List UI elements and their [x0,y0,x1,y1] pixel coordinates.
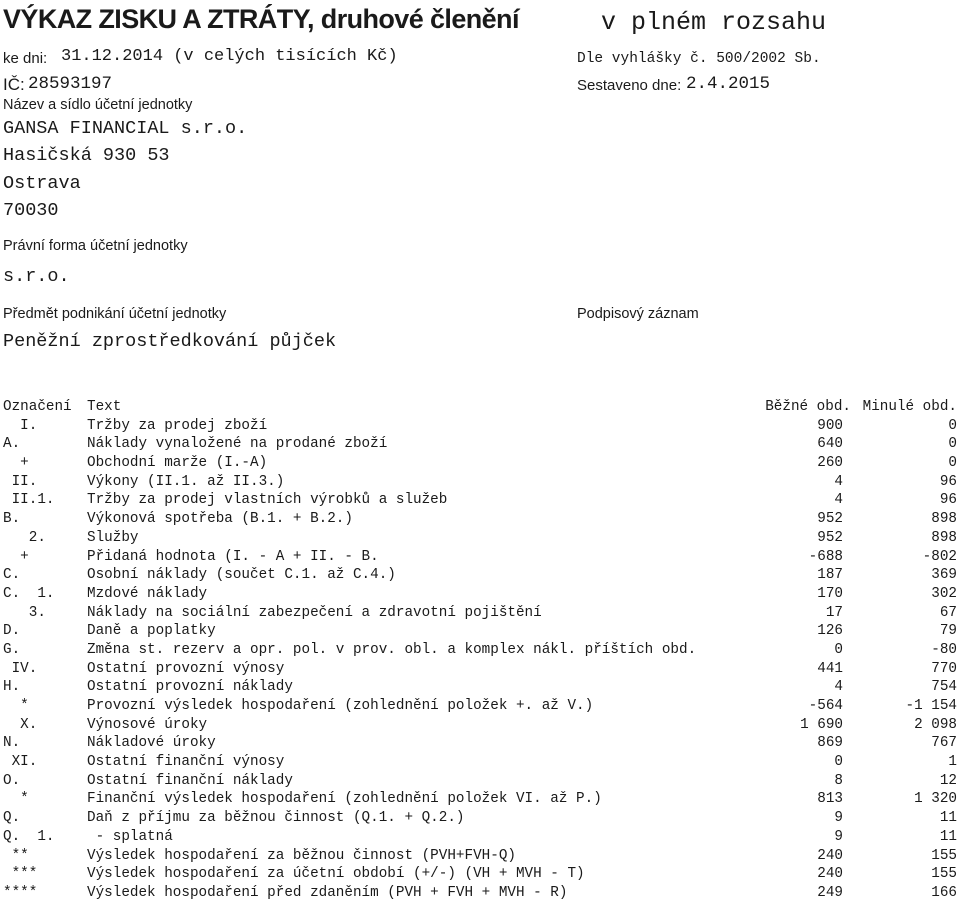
table-row [0,473,959,492]
row-code: C. 1. [3,585,55,602]
row-code: II. [3,473,38,490]
row-current-value: 260 [817,455,843,472]
table-header-row [0,398,959,417]
row-current-value: 869 [817,735,843,752]
header-text: Text [87,399,122,415]
table-row [0,884,959,903]
row-current-value: 4 [834,473,843,490]
row-current-value: 4 [834,492,843,509]
row-text: Výsledek hospodaření před zdaněním (PVH + FVH + MVH - R) [87,884,568,901]
ic-label: IČ: [3,75,25,94]
row-text: Ostatní provozní náklady [87,679,293,696]
row-text: Výkony (II.1. až II.3.) [87,473,285,490]
row-code: IV. [3,660,38,677]
row-previous-value: 754 [931,679,957,696]
table-body [0,417,959,903]
table-row [0,772,959,791]
row-code: ** [3,847,29,864]
row-code: X. [3,716,38,733]
income-statement-table [0,398,959,903]
row-current-value: 126 [817,623,843,640]
row-previous-value: 0 [948,417,957,434]
table-row [0,753,959,772]
row-current-value: 952 [817,529,843,546]
row-current-value: 8 [834,772,843,789]
row-text: Mzdové náklady [87,585,208,602]
table-row [0,417,959,436]
pravni-forma-value: s.r.o. [3,266,70,287]
row-previous-value: 0 [948,436,957,453]
row-text: Provozní výsledek hospodaření (zohlednění položek +. až V.) [87,698,594,714]
row-previous-value: 155 [931,866,957,883]
table-row [0,510,959,529]
row-code: II.1. [3,492,55,509]
row-code: Q. [3,810,21,827]
podpis-label: Podpisový záznam [577,306,699,322]
row-current-value: 813 [817,791,843,808]
predmet-label: Předmět podnikání účetní jednotky [3,306,227,322]
row-current-value: 0 [834,754,843,771]
row-text: Přidaná hodnota (I. - A + II. - B. [87,548,379,565]
row-previous-value: 79 [939,623,957,640]
table-row [0,697,959,716]
row-current-value: 441 [817,660,843,677]
row-previous-value: 155 [931,847,957,864]
row-previous-value: -80 [931,641,957,658]
nazev-label: Název a sídlo účetní jednotky [3,97,193,113]
table-row [0,828,959,847]
table-row [0,790,959,809]
ke-dni-value: 31.12.2014 (v celých tisících Kč) [61,47,398,66]
row-code: 2. [3,529,46,546]
row-text: Náklady vynaložené na prodané zboží [87,436,388,453]
row-text: Daň z příjmu za běžnou činnost (Q.1. + Q.2.) [87,810,465,827]
row-code: N. [3,735,21,752]
row-previous-value: -802 [922,548,957,565]
row-previous-value: -1 154 [905,698,957,714]
table-row [0,548,959,567]
row-text: Nákladové úroky [87,735,216,752]
table-row [0,734,959,753]
row-text: Finanční výsledek hospodaření (zohlednění položek VI. až P.) [87,791,602,808]
row-previous-value: 67 [939,604,957,621]
row-text: Tržby za prodej zboží [87,417,268,434]
header-previous: Minulé obd. [862,399,957,415]
row-current-value: 952 [817,511,843,528]
row-text: Obchodní marže (I.-A) [87,455,268,472]
row-previous-value: 770 [931,660,957,677]
row-previous-value: 898 [931,529,957,546]
row-current-value: -564 [808,698,843,714]
row-previous-value: 1 [948,754,957,771]
row-current-value: 17 [825,604,843,621]
company-name: GANSA FINANCIAL s.r.o. [3,118,248,139]
row-current-value: 900 [817,417,843,434]
table-row [0,660,959,679]
ic-value: 28593197 [28,74,113,94]
report-subtitle: v plném rozsahu [601,8,827,37]
row-text: - splatná [87,828,173,845]
row-current-value: 249 [817,884,843,901]
row-code: Q. 1. [3,828,55,845]
row-text: Služby [87,529,139,546]
sestaveno-value: 2.4.2015 [686,74,771,94]
row-text: Ostatní finanční výnosy [87,754,285,771]
row-previous-value: 0 [948,455,957,472]
row-code: O. [3,772,21,789]
row-code: * [3,698,29,714]
row-code: * [3,791,29,808]
row-text: Výsledek hospodaření za běžnou činnost (PVH+FVH-Q) [87,847,516,864]
row-text: Výsledek hospodaření za účetní období (+/-) (VH + MVH - T) [87,866,585,883]
row-previous-value: 302 [931,585,957,602]
table-row [0,529,959,548]
row-current-value: -688 [808,548,843,565]
row-text: Změna st. rezerv a opr. pol. v prov. obl. a komplex nákl. příštích obd. [87,641,697,658]
row-previous-value: 369 [931,567,957,584]
row-current-value: 1 690 [800,716,843,733]
table-row [0,622,959,641]
row-previous-value: 12 [939,772,957,789]
regulation-text: Dle vyhlášky č. 500/2002 Sb. [577,51,821,67]
row-current-value: 4 [834,679,843,696]
row-code: *** [3,866,38,883]
row-code: G. [3,641,21,658]
row-previous-value: 11 [939,828,957,845]
pravni-forma-label: Právní forma účetní jednotky [3,238,188,254]
company-city: Ostrava [3,173,81,194]
row-text: Tržby za prodej vlastních výrobků a služeb [87,492,448,509]
row-code: 3. [3,604,46,621]
row-code: H. [3,679,21,696]
row-code: D. [3,623,21,640]
row-code: **** [3,884,38,901]
table-row [0,566,959,585]
row-code: XI. [3,754,38,771]
row-previous-value: 96 [939,473,957,490]
row-current-value: 640 [817,436,843,453]
row-text: Ostatní provozní výnosy [87,660,285,677]
header-code: Označení [3,399,72,415]
row-previous-value: 767 [931,735,957,752]
row-current-value: 240 [817,866,843,883]
table-row [0,809,959,828]
table-row [0,716,959,735]
sestaveno-label: Sestaveno dne: [577,77,682,94]
row-previous-value: 2 098 [914,716,957,733]
row-code: + [3,548,29,565]
table-row [0,678,959,697]
row-previous-value: 898 [931,511,957,528]
header-current: Běžné obd. [765,399,851,415]
row-current-value: 170 [817,585,843,602]
row-current-value: 187 [817,567,843,584]
row-text: Výkonová spotřeba (B.1. + B.2.) [87,511,353,528]
company-street: Hasičská 930 53 [3,145,170,166]
row-current-value: 9 [834,810,843,827]
table-row [0,435,959,454]
row-previous-value: 11 [939,810,957,827]
row-code: + [3,455,29,472]
table-row [0,585,959,604]
row-code: I. [3,417,38,434]
table-row [0,641,959,660]
report-title: VÝKAZ ZISKU A ZTRÁTY, druhové členění [3,4,519,34]
row-code: C. [3,567,21,584]
row-code: A. [3,436,21,453]
row-current-value: 9 [834,828,843,845]
table-row [0,865,959,884]
table-row [0,847,959,866]
row-current-value: 240 [817,847,843,864]
row-text: Osobní náklady (součet C.1. až C.4.) [87,567,396,584]
row-previous-value: 166 [931,884,957,901]
row-previous-value: 96 [939,492,957,509]
row-text: Ostatní finanční náklady [87,772,293,789]
table-row [0,604,959,623]
row-text: Náklady na sociální zabezpečení a zdravotní pojištění [87,604,542,621]
row-code: B. [3,511,21,528]
predmet-value: Peněžní zprostředkování půjček [3,331,337,352]
row-previous-value: 1 320 [914,791,957,808]
row-text: Výnosové úroky [87,716,208,733]
row-text: Daně a poplatky [87,623,216,640]
row-current-value: 0 [834,641,843,658]
ke-dni-label: ke dni: [3,50,48,67]
table-row [0,454,959,473]
table-row [0,491,959,510]
company-zip: 70030 [3,200,59,221]
